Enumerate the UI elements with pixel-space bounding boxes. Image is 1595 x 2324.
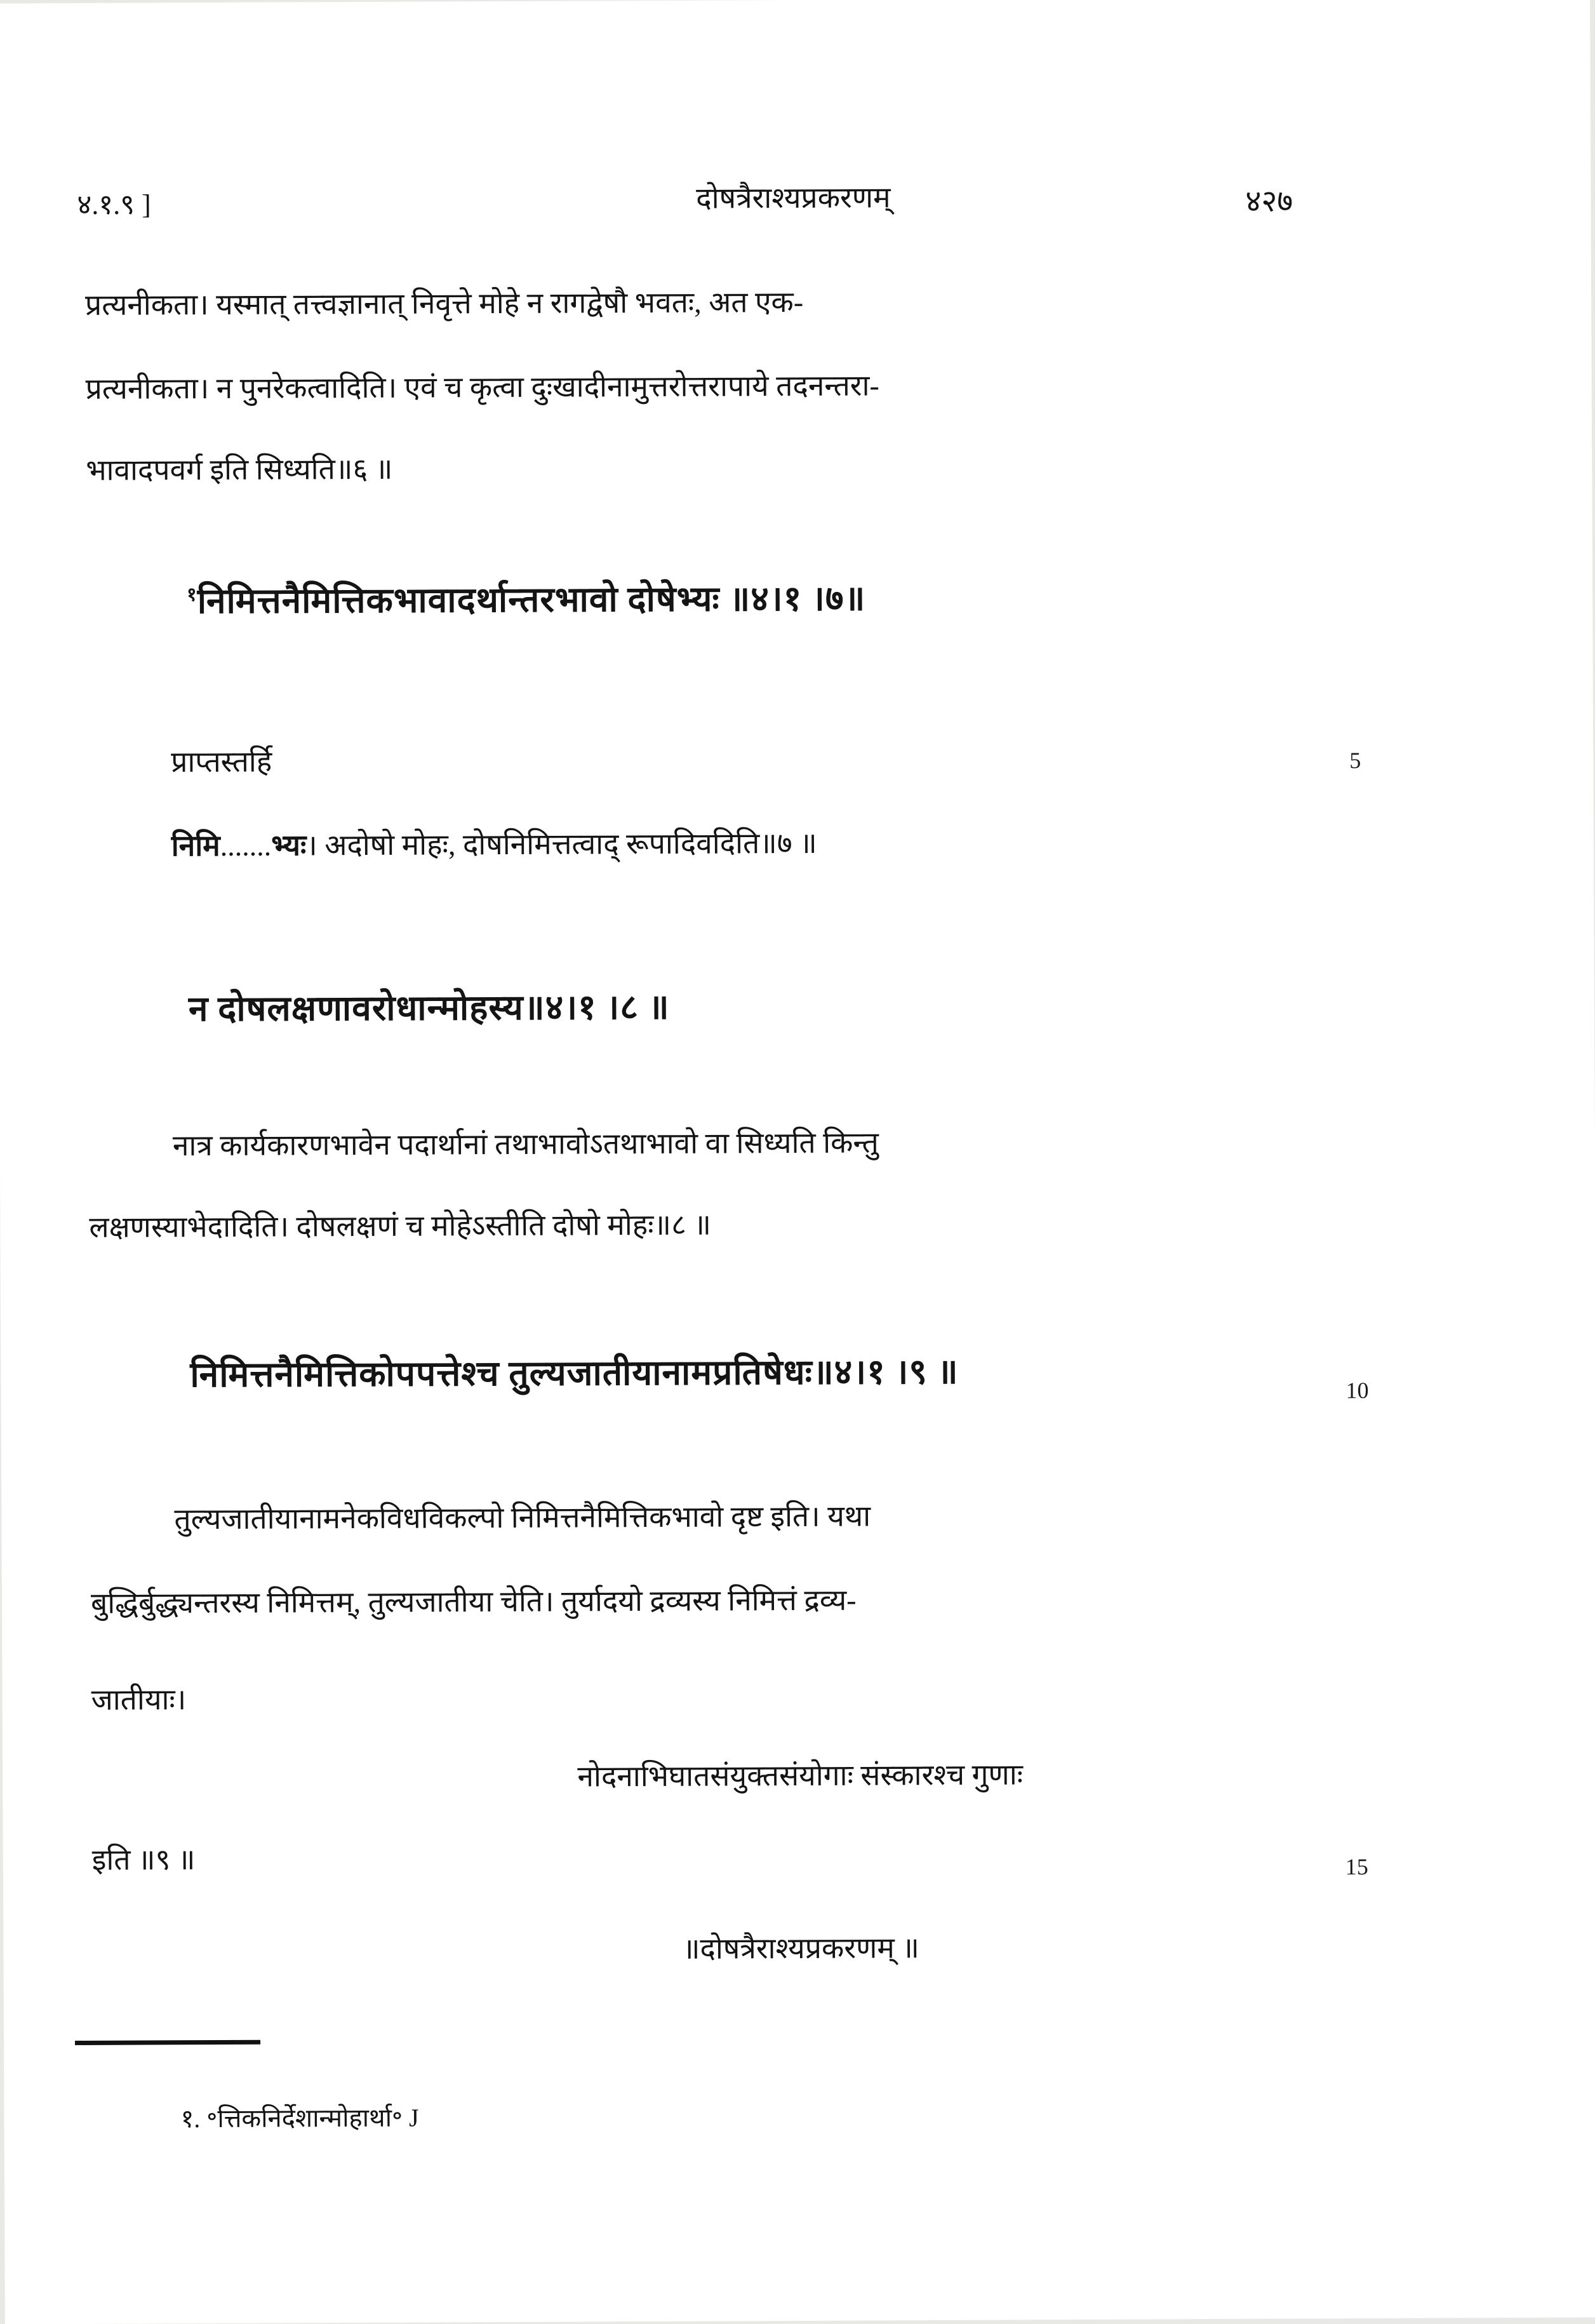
header-section-ref: ४.१.९ ] [77, 189, 151, 220]
verse-quote: नोदनाभिघातसंयुक्तसंयोगाः संस्कारश्च गुणाः [577, 1758, 1024, 1793]
gloss-text: । अदोषो मोहः, दोषनिमित्तत्वाद् रूपादिवदिति॥७ ॥ [306, 826, 817, 862]
commentary-9-line-1: तुल्यजातीयानामनेकविधविकल्पो निमित्तनैमित्तिकभावो दृष्ट इति। यथा [174, 1500, 871, 1536]
sutra-4-1-7 [187, 578, 866, 623]
commentary-8-line-2: लक्षणस्याभेदादिति। दोषलक्षणं च मोहेऽस्तीति दोषो मोहः॥८ ॥ [89, 1208, 712, 1244]
footnote-mark-1: १ [187, 584, 197, 605]
sutra-4-1-7-text: निमित्तनैमित्तिकभावादर्थान्तरभावो दोषेभ्यः ॥४।१ ।७॥ [197, 579, 866, 621]
page-number: ४२७ [1245, 184, 1293, 218]
chapter-colophon: ॥दोषत्रैराश्यप्रकरणम् ॥ [682, 1931, 920, 1965]
pratika-dots: ....... [220, 829, 272, 862]
pratika-end: भ्यः [271, 829, 307, 862]
footnote-separator [75, 2040, 260, 2045]
commentary-6-line-3: भावादपवर्ग इति सिध्यति॥६ ॥ [86, 452, 393, 487]
vartika-7-intro: प्राप्तस्तर्हि [171, 745, 272, 779]
margin-line-number-15: 15 [1345, 1854, 1368, 1880]
vartika-7-gloss [171, 826, 817, 864]
commentary-6-line-1: प्रत्यनीकता। यस्मात् तत्त्वज्ञानात् निवृत्ते मोहे न रागद्वेषौ भवतः, अत एक- [85, 285, 804, 321]
footnote-text: १. ॰त्तिकनिर्देशान्मोहार्था॰ J [180, 2103, 419, 2133]
running-title: दोषत्रैराश्यप्रकरणम् [696, 181, 891, 215]
sutra-4-1-8: न दोषलक्षणावरोधान्मोहस्य॥४।१ ।८ ॥ [188, 987, 670, 1029]
margin-line-number-5: 5 [1349, 748, 1361, 774]
commentary-9-line-2: बुद्धिर्बुद्ध्यन्तरस्य निमित्तम्, तुल्यजातीया चेति। तुर्यादयो द्रव्यस्य निमित्तं द्रव्य- [90, 1583, 857, 1620]
pratika-start: निमि [171, 829, 220, 863]
commentary-9-line-3: जातीयाः। [91, 1683, 187, 1716]
commentary-8-line-1: नात्र कार्यकारणभावेन पदार्थानां तथाभावोऽतथाभावो वा सिध्यति किन्तु [172, 1126, 879, 1162]
commentary-6-line-2: प्रत्यनीकता। न पुनरेकत्वादिति। एवं च कृत्वा दुःखादीनामुत्तरोत्तरापाये तदनन्तरा- [85, 369, 879, 405]
margin-line-number-10: 10 [1345, 1378, 1369, 1404]
commentary-9-iti: इति ॥९ ॥ [91, 1843, 196, 1876]
sutra-4-1-9: निमित्तनैमित्तिकोपपत्तेश्च तुल्यजातीयानामप्रतिषेधः॥४।१ ।९ ॥ [190, 1352, 959, 1395]
